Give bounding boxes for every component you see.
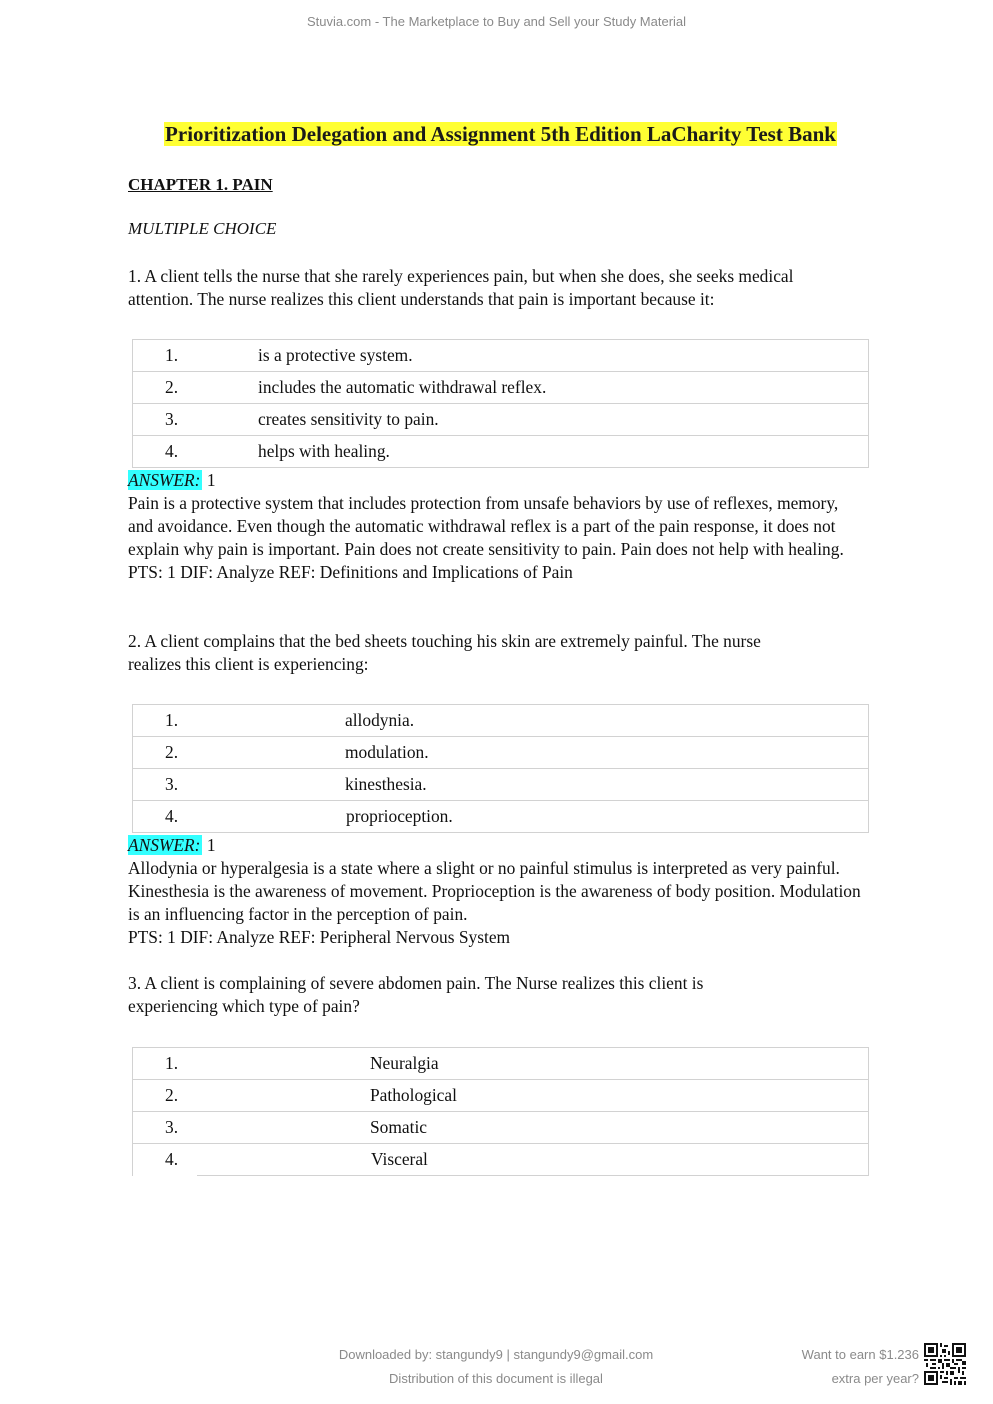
option-text: allodynia. (197, 705, 869, 737)
option-row (133, 372, 869, 404)
option-number: 4. (133, 436, 198, 468)
option-number: 4. (133, 801, 198, 833)
question-meta: PTS: 1 DIF: Analyze REF: Peripheral Nervous System (128, 927, 511, 947)
option-number: 2. (133, 1080, 198, 1112)
option-number: 2. (133, 372, 198, 404)
option-text: creates sensitivity to pain. (197, 404, 869, 436)
answer-line (128, 469, 853, 492)
option-row (133, 801, 869, 833)
options-table-2 (132, 704, 869, 833)
option-number: 3. (133, 1112, 198, 1144)
answer-block-1 (128, 469, 853, 584)
option-text: modulation. (197, 737, 869, 769)
answer-block-2 (128, 834, 863, 949)
option-row (133, 737, 869, 769)
options-table-1 (132, 339, 869, 468)
answer-label: ANSWER: (128, 470, 201, 490)
option-text: Visceral (197, 1144, 869, 1176)
question-text: 2. A client complains that the bed sheets touching his skin are extremely painful. The nurse realizes this client is experiencing: (128, 631, 761, 674)
option-row (133, 705, 869, 737)
section-label: MULTIPLE CHOICE (128, 219, 277, 238)
option-row (133, 1080, 869, 1112)
option-text: Neuralgia (197, 1048, 869, 1080)
option-number: 3. (133, 404, 198, 436)
question-2 (128, 630, 798, 676)
earn-line-2[interactable]: extra per year? (831, 1371, 919, 1386)
question-text: 3. A client is complaining of severe abdomen pain. The Nurse realizes this client is experiencing which type of pain? (128, 973, 704, 1016)
option-text: proprioception. (197, 801, 869, 833)
answer-value: 1 (206, 835, 216, 855)
stuvia-banner: Stuvia.com - The Marketplace to Buy and Sell your Study Material (306, 14, 687, 29)
option-number: 1. (133, 1048, 198, 1080)
option-number: 4. (133, 1144, 198, 1176)
option-row (133, 769, 869, 801)
option-row (133, 340, 869, 372)
option-number: 2. (133, 737, 198, 769)
option-text: is a protective system. (197, 340, 869, 372)
downloaded-by: Downloaded by: stangundy9 | stangundy9@gmail.com (338, 1347, 654, 1362)
rationale: Allodynia or hyperalgesia is a state where a slight or no painful stimulus is interpreted as very painful. Kinesthesia is the awareness of movement. Proprioception is the awareness of body position. Modulation is an influencing factor in the perception of pain. (128, 858, 861, 924)
option-text: helps with healing. (197, 436, 869, 468)
option-row (133, 436, 869, 468)
rationale: Pain is a protective system that includes protection from unsafe behaviors by use of reflexes, memory, and avoidance. Even though the automatic withdrawal reflex is a part of the pain response, it does not explain why pain is important. Pain does not create sensitivity to pain. Pain does not help with healing. (128, 493, 844, 559)
document-title: Prioritization Delegation and Assignment 5th Edition LaCharity Test Bank (165, 122, 836, 146)
option-text: includes the automatic withdrawal reflex. (197, 372, 869, 404)
earn-line-1[interactable]: Want to earn $1.236 (801, 1347, 919, 1362)
option-row (133, 1112, 869, 1144)
distribution-notice: Distribution of this document is illegal (389, 1371, 603, 1386)
chapter-heading: CHAPTER 1. PAIN (128, 175, 273, 194)
option-row (133, 404, 869, 436)
option-number: 1. (133, 705, 198, 737)
question-text: 1. A client tells the nurse that she rarely experiences pain, but when she does, she seeks medical attention. The nurse realizes this client understands that pain is important because it: (128, 266, 794, 309)
qr-code-icon[interactable] (924, 1343, 966, 1385)
question-1 (128, 265, 858, 311)
question-3 (128, 972, 778, 1018)
option-row (133, 1048, 869, 1080)
question-meta: PTS: 1 DIF: Analyze REF: Definitions and Implications of Pain (128, 562, 573, 582)
option-number: 3. (133, 769, 198, 801)
option-text: Somatic (197, 1112, 869, 1144)
option-row (133, 1144, 869, 1176)
answer-line (128, 834, 863, 857)
option-text: Pathological (197, 1080, 869, 1112)
options-table-3 (132, 1047, 869, 1176)
option-text: kinesthesia. (197, 769, 869, 801)
option-number: 1. (133, 340, 198, 372)
answer-value: 1 (206, 470, 216, 490)
answer-label: ANSWER: (128, 835, 201, 855)
